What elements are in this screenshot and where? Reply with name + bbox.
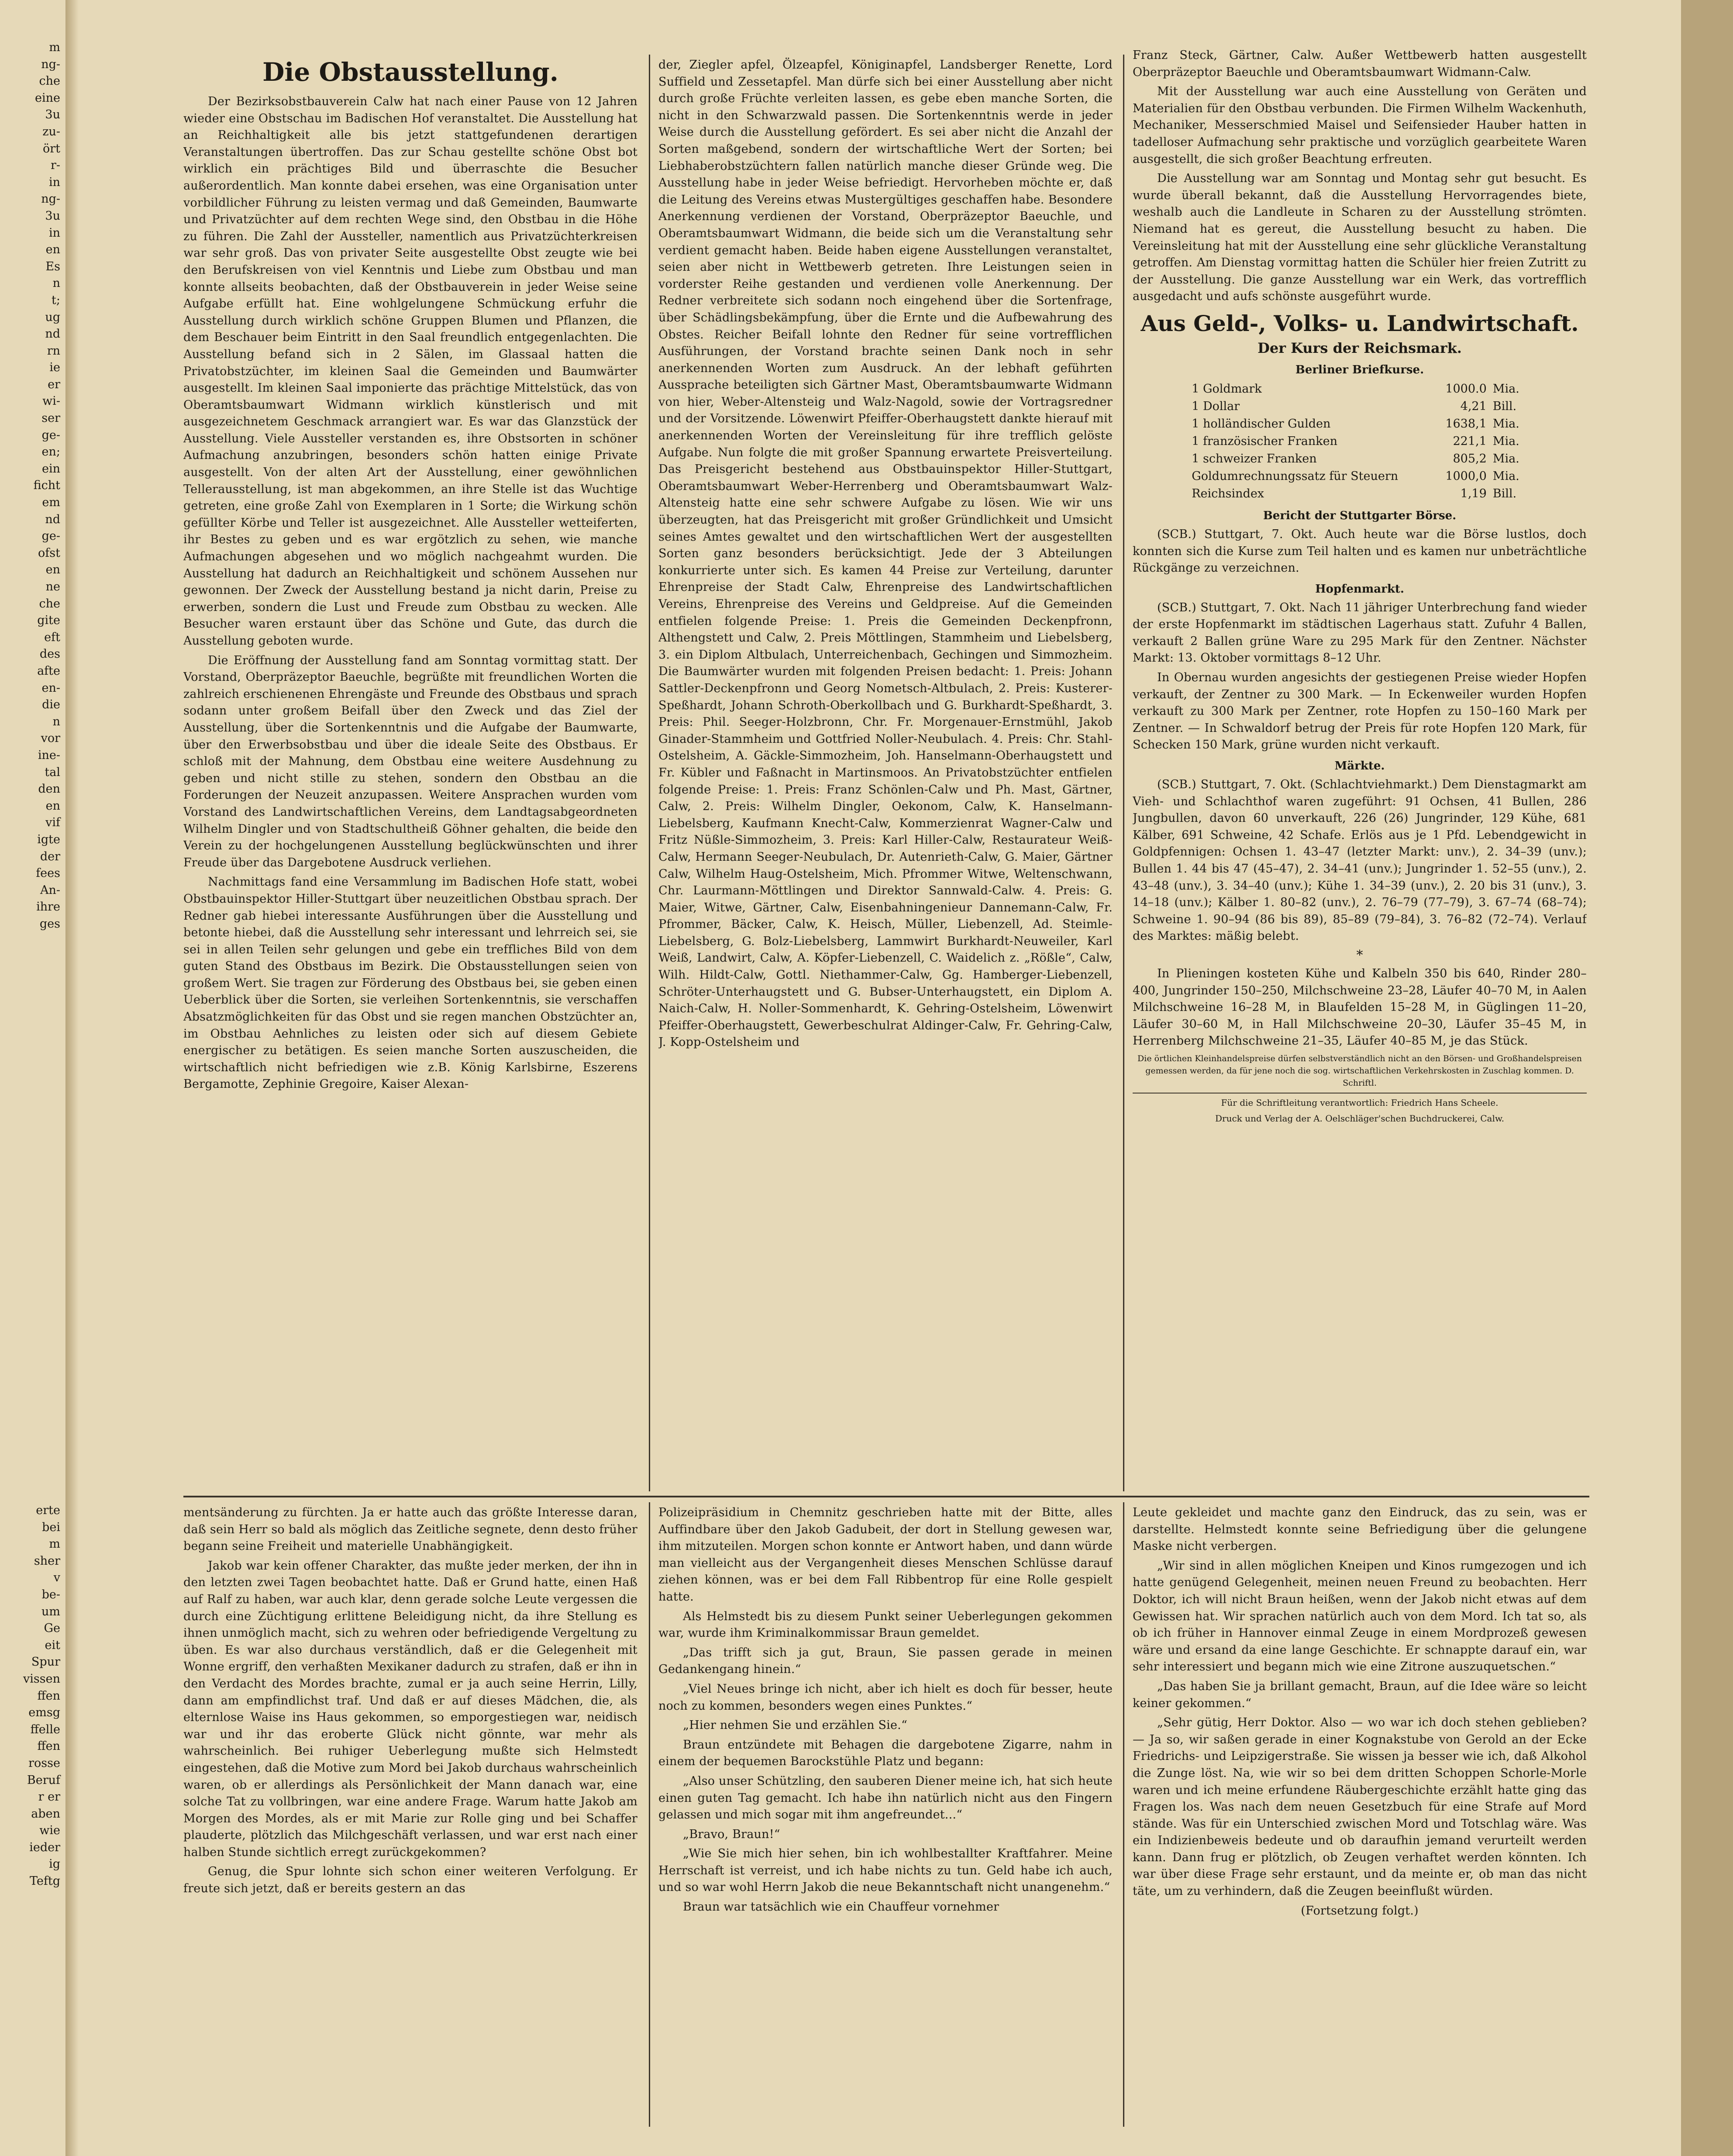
adjacent-page-line: in [48,175,60,189]
serial-paragraph: „Viel Neues bringe ich nicht, aber ich hielt es doch für besser, heute noch zu kommen, besonders wegen eines Punktes.“ [658,1682,1113,1713]
exchange-rate-row [1192,380,1528,398]
adjacent-page-line: t; [52,293,60,307]
serial-paragraph: „Bravo, Braun!“ [683,1827,780,1841]
rate-value: 4,21 [1460,399,1487,413]
article-paragraph: Franz Steck, Gärtner, Calw. Außer Wettbewerb hatten ausgestellt Oberpräzeptor Baeuchle und Oberamtsbaumwart Widmann-Calw. [1133,48,1587,79]
article-title: Die Obstausstellung. [262,57,558,87]
adjacent-page-line: ug [45,310,60,324]
serial-column-1 [183,1504,637,2129]
adjacent-page-line: nd [45,512,60,526]
adjacent-page-line: vissen [23,1672,60,1686]
adjacent-page-line: vif [45,816,60,830]
adjacent-page-line: um [41,1604,60,1618]
rate-unit: Mia. [1492,417,1519,431]
article-paragraph: Die Eröffnung der Ausstellung fand am Sonntag vormittag statt. Der Vorstand, Oberpräzeptor Baeuchle, begrüßte mit freundlichen Worten die zahlreich erschienenen Ehrengäste und Freunde des Obstbaus und sprach sodann unter großem Beifall über den Zweck und das Ziel der Ausstellung, über die Sortenkenntnis und die Aufgabe der Baumwarte, über den Erwerbsobstbau und über die ideale Seite des Obstbaus. Er schloß mit der Mahnung, dem Obstbau eine weitere Ausdehnung zu geben und nicht stille zu stehen, sondern den Obstbau an die Forderungen der Neuzeit anzupassen. Weitere Ansprachen wurden vom Vorstand des Landwirtschaftlichen Vereins, dem Landtagsabgeordneten Wilhelm Dingler und von Stadtschultheiß Göhner gehalten, die beide den Verein zu der hochgelungenen Ausstellung beglückwünschten und ihrer Freude über das Dargebotene Ausdruck verliehen. [183,653,637,869]
column-rule-4 [1123,1502,1124,2127]
rate-label: 1 französischer Franken [1192,434,1338,448]
column-obstausstellung [183,57,637,1494]
rate-unit: Mia. [1492,469,1519,483]
adjacent-page-line: ficht [33,479,60,493]
exchange-rate-row [1192,433,1528,450]
rate-unit: Mia. [1492,452,1519,466]
adjacent-page-line: erte [36,1504,60,1517]
adjacent-page-line: vor [41,731,60,745]
adjacent-page-line: rosse [28,1756,60,1770]
maerkte-title: Märkte. [1334,759,1385,773]
adjacent-page-line: en- [41,681,60,695]
serial-paragraph: „Hier nehmen Sie und erzählen Sie.“ [683,1718,907,1732]
adjacent-page-line: ein [41,462,60,476]
adjacent-page-line: v [53,1571,60,1585]
exchange-rate-row [1192,415,1528,433]
adjacent-page-line: che [39,74,60,88]
serial-paragraph: Jakob war kein offener Charakter, das mußte jeder merken, der ihn in den letzten zwei Tagen beobachtet hatte. Daß er Grund hatte, einen Haß auf Ralf zu haben, war auch klar, denn gerade solche Leute vergessen die durch eine Züchtigung erlittene Beleidigung nicht, da ihre Stellung es ihnen unmöglich macht, sich zu wehren oder befriedigende Vergeltung zu üben. Es war also durchaus verständlich, daß er die Gelegenheit mit Wonne ergriff, den verhaßten Mexikaner dadurch zu strafen, daß er ihn in den Verdacht des Mordes brachte, zumal er ja auch seine Herrin, Lilly, dann am empfindlichst traf. Und daß er auf dieses Mädchen, die, als elternlose Waise ins Haus gekommen, so emporgestiegen war, neidisch war und ihr das eroberte Glück nicht gönnte, war mehr als wahrscheinlich. Bei ruhiger Ueberlegung mußte sich Helmstedt eingestehen, daß die Motive zum Mord bei Jakob durchaus wahrscheinlich waren, ob er allerdings als Persönlichkeit der Mann danach war, eine solche Tat zu vollbringen, war eine andere Frage. Warum hatte Jakob am Morgen des Mordes, als er mit Marie zur Rolle ging und bei Schaffer plauderte, plötzlich das Milchgeschäft verlassen, und war erst nach einer halben Stunde sichtlich erregt zurückgekommen? [183,1559,637,1859]
adjacent-page-line: ofst [38,546,60,560]
adjacent-page-line: ng- [41,57,60,71]
adjacent-page-line: igte [37,832,60,846]
rate-unit: Bill. [1492,399,1517,413]
adjacent-page-line: ges [39,917,60,931]
adjacent-page-line: en; [41,445,60,459]
boerse-text: (SCB.) Stuttgart, 7. Okt. Auch heute war die Börse lustlos, doch konnten sich die Kurse zum Teil halten und es kamen nur unbeträchtliche Rückgänge zu verzeichnen. [1133,527,1587,575]
serial-paragraph: „Das haben Sie ja brillant gemacht, Braun, auf die Idee wäre so leicht keiner gekommen.“ [1133,1679,1587,1710]
adjacent-page-lines-bottom [0,1502,60,1890]
adjacent-page-line: ihre [36,900,60,914]
rate-value: 1000.0 [1445,382,1487,396]
adjacent-page-lines-top [0,39,60,932]
exchange-rate-row [1192,468,1528,485]
article-paragraph: Mit der Ausstellung war auch eine Ausstellung von Geräten und Materialien für den Obstbau verbunden. Die Firmen Wilhelm Wackenhuth, Mechaniker, Messerschmied Maisel und Seifensieder Hauber hatten in tadelloser Aufmachung sehr praktische und vorzüglich gearbeitete Waren ausgestellt, die sich großer Beachtung erfreuten. [1133,85,1587,166]
adjacent-page-line: ng- [41,192,60,206]
rate-value: 1000,0 [1445,469,1487,483]
adjacent-page-line: m [49,1537,60,1551]
vieh-text: In Plieningen kosteten Kühe und Kalbeln 350 bis 640, Rinder 280–400, Jungrinder 150–250, Milchschweine 23–28, Läufer 40–70 M, in Aalen Milchschweine 16–28 M, in Blaufelden 15–28 M, in Güglingen 11–20, Läufer 30–60 M, in Hall Milchschweine 20–30, Läufer 35–45 M, in Herrenberg Milchschweine 21–35, Läufer 40–85 M, je das Stück. [1133,966,1587,1048]
adjacent-page-line: be- [41,1587,60,1601]
imprint-printer: Druck und Verlag der A. Oelschläger'schen Buchdruckerei, Calw. [1215,1113,1504,1124]
adjacent-page-line: eine [35,91,60,105]
serial-paragraph: mentsänderung zu fürchten. Ja er hatte auch das größte Interesse daran, daß sein Herr so bald als möglich das Zeitliche segnete, denn desto früher begann seine Freiheit und materielle Unabhängigkeit. [183,1506,637,1553]
exchange-rate-row [1192,485,1528,503]
article-paragraph: der, Ziegler apfel, Ölzeapfel, Königinapfel, Landsberger Renette, Lord Suffield und Zessetapfel. Man dürfe sich bei einer Ausstellung aber nicht durch große Früchte verleiten lassen, es gebe eben manche Sorten, die nicht in den Schwarzwald passen. Die Sortenkenntnis werde in jeder Weise durch die Ausstellung gefördert. Es sei aber nicht die Anzahl der Sorten maßgebend, sondern der wirtschaftliche Wert der Sorten; bei Liebhaberobstzüchtern fallen natürlich manche dieser Gründe weg. Die Ausstellung habe in jeder Weise befriedigt. Hervorheben möchte er, daß die Leitung des Vereins etwas Mustergültiges geschaffen habe. Besondere Anerkennung verdienen der Vorstand, Oberpräzeptor Baeuchle, und Oberamtsbaumwart Widmann, die beide sich um die Veranstaltung sehr verdient gemacht haben. Beide haben eigene Ausstellungen veranstaltet, seien aber nicht in Wettbewerb getreten. Ihre Leistungen seien in vorderster Reihe gestanden und verdienen volle Anerkennung. Der Redner verbreitete sich sodann noch eingehend über die Sortenfrage, über Schädlingsbekämpfung, über die Ernte und die Aufbewahrung des Obstes. Reicher Beifall lohnte den Redner für seine vortrefflichen Ausführungen, der Vorstand brachte seinen Dank noch in sehr anerkennenden Worten zum Ausdruck. An der lebhaft geführten Aussprache beteiligten sich Gärtner Mast, Oberamtsbaumwarte Widmann von hier, Weber-Altensteig und Walz-Nagold, sowie der Vortragsredner und der Vorsitzende. Löwenwirt Pfeiffer-Oberhaugstett dankte hierauf mit anerkennenden Worten der Vereinsleitung für ihre trefflich gelöste Aufgabe. Nun folgte die mit großer Spannung erwartete Preisverteilung. Das Preisgericht bestehend aus Obstbauinspektor Hiller-Stuttgart, Oberamtsbaumwart Weber-Herrenberg und Oberamtsbaumwart Walz-Altensteig hatte eine sehr schwere Aufgabe zu lösen. Wie wir uns überzeugten, hat das Preisgericht mit großer Gründlichkeit und Umsicht seines Amtes gewaltet und den wirtschaftlichen Wert der ausgestellten Sorten ganz besonders berücksichtigt. Jede der 3 Abteilungen konkurrierte unter sich. Es kamen 44 Preise zur Verteilung, darunter Ehrenpreise der Stadt Calw, Ehrenpreise des Landwirtschaftlichen Vereins, Ehrenpreise des Vereins und Geldpreise. Auf die Gemeinden entfielen folgende Preise: 1. Preis die Gemeinden Deckenpfronn, Althengstett und Calw, 2. Preis Möttlingen, Stammheim und Liebelsberg, 3. ein Diplom Altbulach, Unterreichenbach, Gechingen und Simmozheim. Die Baumwärter wurden mit folgenden Preisen bedacht: 1. Preis: Johann Sattler-Deckenpfronn und Georg Nometsch-Altbulach, 2. Preis: Kusterer-Speßhardt, Johann Schroth-Oberkollbach und G. Burkhardt-Speßhardt, 3. Preis: Phil. Seeger-Holzbronn, Chr. Fr. Morgenauer-Ernstmühl, Jakob Ginader-Stammheim und Gottfried Noller-Neubulach. 4. Preis: Chr. Stahl-Ostelsheim, A. Gäckle-Simmozheim, Joh. Hanselmann-Oberhaugstett und Fr. Kübler und Faßnacht in Martinsmoos. An Privatobstzüchter entfielen folgende Preise: 1. Preis: Franz Schönlen-Calw und Ph. Mast, Gärtner, Calw, 2. Preis: Wilhelm Dingler, Oekonom, Calw, K. Hanselmann-Liebelsberg, Kaufmann Knecht-Calw, Kommerzienrat Wagner-Calw und Fritz Nüßle-Simmozheim, 3. Preis: Karl Hiller-Calw, Restaurateur Weiß-Calw, Hermann Seeger-Neubulach, Dr. Autenrieth-Calw, G. Maier, Gärtner Calw, Wilhelm Haug-Ostelsheim, Mich. Pfrommer Witwe, Weltenschwann, Chr. Laurmann-Möttlingen und Direktor Sannwald-Calw. 4. Preis: G. Maier, Witwe, Gärtner, Calw, Eisenbahningenieur Dannemann-Calw, Fr. Pfrommer, Bäcker, Calw, K. Heisch, Müller, Liebenzell, Ad. Steimle-Liebelsberg, G. Bolz-Liebelsberg, Lammwirt Burkhardt-Neuweiler, Karl Weiß, Landwirt, Calw, A. Köpfer-Liebenzell, C. Waidelich z. „Rößle“, Calw, Wilh. Hildt-Calw, Gottl. Niethammer-Calw, Gg. Hamberger-Liebenzell, Schröter-Unterhaugstett und G. Bubser-Unterhaugstett, ein Diplom A. Naich-Calw, H. Noller-Sommenhardt, K. Gehring-Ostelsheim, Löwenwirt Pfeiffer-Oberhaugstett, Gewerbeschulrat Aldinger-Calw, Fr. Gehring-Calw, J. Kopp-Ostelsheim und [658,58,1113,1049]
adjacent-page-line: eit [45,1638,60,1652]
column-economy [1133,47,1587,1493]
hopfen-paragraph: (SCB.) Stuttgart, 7. Okt. Nach 11 jähriger Unterbrechung fand wieder der erste Hopfenmarkt im städtischen Lagerhaus statt. Zufuhr 4 Ballen, verkauft 2 Ballen grüne Ware zu 295 Mark für den Zentner. Nächster Markt: 13. Oktober vormittags 8–12 Uhr. [1133,600,1587,665]
adjacent-page-line: ine- [38,748,60,762]
rate-value: 1638,1 [1445,417,1487,431]
adjacent-page-line: fees [36,866,60,880]
section-heading: Aus Geld-, Volks- u. Landwirtschaft. [1140,310,1579,336]
adjacent-page-line: che [39,597,60,611]
rate-value: 221,1 [1453,434,1487,448]
adjacent-page-line: rn [47,344,60,358]
serial-column-3 [1133,1504,1587,2129]
maerkte-text: (SCB.) Stuttgart, 7. Okt. (Schlachtviehmarkt.) Dem Dienstagmarkt am Vieh- und Schlachthof waren zugeführt: 91 Ochsen, 41 Bullen, 286 Jungbullen, davon 60 unverkauft, 226 (26) Jungrinder, 129 Kühe, 681 Kälber, 691 Schweine, 42 Schafe. Erlös aus je 1 Pfd. Lebendgewicht in Goldpfennigen: Ochsen 1. 43–47 (letzter Markt: unv.), 2. 34–39 (unv.); Bullen 1. 44 bis 47 (45–47), 2. 34–41 (unv.); Jungrinder 1. 52–55 (unv.), 2. 43–48 (unv.), 3. 34–40 (unv.); Kühe 1. 34–39 (unv.), 2. 20 bis 31 (unv.), 3. 14–18 (unv.); Kälber 1. 80–82 (unv.), 2. 76–79 (77–79), 3. 67–74 (68–74); Schweine 1. 90–94 (86 bis 89), 85–89 (79–84), 3. 76–82 (72–74). Verlauf des Marktes: mäßig belebt. [1133,778,1587,943]
adjacent-page-line: en [45,243,60,257]
serial-paragraph: „Wie Sie mich hier sehen, bin ich wohlbestallter Kraftfahrer. Meine Herrschaft ist verreist, und ich habe nichts zu tun. Geld habe ich auch, und so war wohl Herrn Jakob die neue Bekanntschaft nicht unangenehm.“ [658,1847,1113,1894]
article-paragraph: Nachmittags fand eine Versammlung im Badischen Hofe statt, wobei Obstbauinspektor Hiller-Stuttgart über neuzeitlichen Obstbau sprach. Der Redner gab hiebei interessante Ausführungen über die Ausstellung und betonte hiebei, daß die Ausstellung sehr interessant und lehrreich sei, sie sei in allen Teilen sehr gelungen und gebe ein treffliches Bild von dem guten Stand des Obstbaus im Bezirk. Die Obstausstellungen seien von großem Wert. Sie tragen zur Förderung des Obstbaus bei, sie geben einen Ueberblick über die Sorten, sie verleihen Sortenkenntnis, sie verschaffen Absatzmöglichkeiten für das Obst und sie regen manchen Obstzüchter an, im Obstbau Aehnliches zu leisten oder sich auf diesem Gebiete energischer zu betätigen. Es seien manche Sorten auszuscheiden, die wirtschaftlich nicht befriedigen wie z.B. König Karlsbirne, Eszerens Bergamotte, Zephinie Gregoire, Kaiser Alexan- [183,875,637,1091]
adjacent-page-line: die [42,698,60,712]
exchange-rate-row [1192,398,1528,415]
column-rule-2 [1123,55,1124,1491]
section-subheading: Der Kurs der Reichsmark. [1258,339,1462,356]
serial-paragraph: Braun entzündete mit Behagen die dargebotene Zigarre, nahm in einem der bequemen Barockstühle Platz und begann: [658,1738,1113,1769]
adjacent-page-line: er [48,377,60,391]
adjacent-page-line: An- [40,883,60,897]
adjacent-page-line: Beruf [27,1773,60,1787]
adjacent-page-line: Ge [44,1621,60,1635]
footnote: Die örtlichen Kleinhandelspreise dürfen selbstverständlich nicht an den Börsen- und Großhandelspreisen gemessen werden, da für jene noch die sog. wirtschaftlichen Verkehrskosten in Zuschlag kommen. D. Schriftl. [1137,1053,1582,1088]
adjacent-page-line: des [39,647,60,661]
adjacent-page-line: sher [34,1554,60,1568]
column-rule-1 [649,55,650,1491]
section-divider [183,1496,1589,1497]
column-rule-3 [649,1502,650,2127]
adjacent-page-line: wi- [42,394,60,408]
rate-label: 1 schweizer Franken [1192,452,1317,466]
adjacent-page-line: ser [41,411,60,425]
adjacent-page-line: Spur [31,1655,60,1669]
adjacent-page-fragment [0,0,65,2156]
article-paragraph: Die Ausstellung war am Sonntag und Montag sehr gut besucht. Es wurde überall bekannt, daß die Ausstellung Hervorragendes biete, weshalb auch die Landleute in Scharen zu der Ausstellung strömten. Niemand hat es gereut, die Ausstellung besucht zu haben. Die Vereinsleitung hat mit der Ausstellung eine sehr glückliche Veranstaltung getroffen. Am Dienstag vormittag hatten die Schüler hier freien Zutritt zu der Ausstellung. Die ganze Ausstellung war ein Werk, das vortrefflich ausgedacht und aufs schönste ausgeführt wurde. [1133,172,1587,304]
page-fold-shadow [65,0,79,2156]
adjacent-page-line: Teftg [29,1874,60,1888]
adjacent-page-line: wie [39,1824,60,1838]
adjacent-page-line: n [52,714,60,728]
adjacent-page-line: ie [49,361,60,375]
adjacent-page-line: emsg [28,1706,60,1720]
adjacent-page-line: den [38,782,60,796]
continuation-note: (Fortsetzung folgt.) [1301,1904,1419,1918]
rate-label: 1 Goldmark [1192,382,1262,396]
rate-unit: Mia. [1492,434,1519,448]
adjacent-page-line: zu- [42,124,60,138]
adjacent-page-line: ieder [29,1840,60,1854]
adjacent-page-line: r er [38,1790,60,1804]
adjacent-page-line: ffelle [30,1722,60,1736]
adjacent-page-line: en [45,563,60,577]
boerse-title: Bericht der Stuttgarter Börse. [1263,509,1457,522]
adjacent-page-line: bei [42,1520,60,1534]
adjacent-page-line: n [52,276,60,290]
serial-paragraph: „Das trifft sich ja gut, Braun, Sie passen gerade in meinen Gedankengang hinein.“ [658,1645,1113,1677]
adjacent-page-line: in [48,226,60,240]
adjacent-page-line: nd [45,327,60,341]
serial-paragraph: Braun war tatsächlich wie ein Chauffeur vornehmer [683,1900,999,1914]
serial-paragraph: Genug, die Spur lohnte sich schon einer weiteren Verfolgung. Er freute sich jetzt, daß er bereits gestern an das [183,1865,637,1896]
adjacent-page-line: afte [37,664,60,678]
column-obstausstellung-continued [658,57,1113,1494]
rate-label: Reichsindex [1192,486,1264,500]
rate-value: 805,2 [1453,452,1487,466]
adjacent-page-line: ffen [37,1689,60,1703]
rate-unit: Bill. [1492,486,1517,500]
adjacent-page-line: ört [42,141,60,155]
adjacent-page-line: der [40,849,60,863]
adjacent-page-line: ge- [41,428,60,442]
adjacent-page-line: ig [49,1857,60,1871]
adjacent-page-line: 3u [45,209,60,223]
rate-label: Goldumrechnungssatz für Steuern [1192,469,1399,483]
adjacent-page-line: em [42,496,60,510]
rate-value: 1,19 [1460,486,1487,500]
adjacent-page-line: r- [50,159,60,172]
adjacent-page-line: ge- [41,529,60,543]
exchange-rate-table [1192,380,1528,503]
page-edge [1681,0,1733,2156]
rate-unit: Mia. [1492,382,1519,396]
serial-paragraph: „Wir sind in allen möglichen Kneipen und Kinos rumgezogen und ich hatte genügend Gelegenheit, meinen neuen Freund zu beobachten. Herr Doktor, ich will nicht Braun heißen, wenn der Jakob nicht etwas auf dem Gewissen hat. Wir sprachen natürlich auch von dem Mord. Ich tat so, als ob ich früher in Hannover einmal Zeuge in einem Mordprozeß gewesen wäre und ersand da eine lange Geschichte. Er schnappte darauf ein, war sehr interessiert und begann mich wie eine Zitrone auszuquetschen.“ [1133,1559,1587,1674]
adjacent-page-line: eft [44,630,60,644]
serial-paragraph: Polizeipräsidium in Chemnitz geschrieben hatte mit der Bitte, alles Auffindbare über den Jakob Gadubeit, der dort in Stellung gewesen war, ihm mitzuteilen. Morgen schon konnte er Antwort haben, und dann würde man vielleicht aus der Vergangenheit dieses Menschen Schlüsse darauf ziehen können, was er bei dem Fall Ribbentrop für eine Rolle gespielt hatte. [658,1506,1113,1604]
rates-source: Berliner Briefkurse. [1295,363,1424,376]
serial-paragraph: Leute gekleidet und machte ganz den Eindruck, das zu sein, was er darstellte. Helmstedt konnte seine Befriedigung über die gelungene Maske nicht verbergen. [1133,1506,1587,1553]
exchange-rate-row [1192,450,1528,468]
adjacent-page-line: en [45,799,60,813]
adjacent-page-line: gite [37,614,60,628]
serial-column-2 [658,1504,1113,2129]
rate-label: 1 Dollar [1192,399,1240,413]
adjacent-page-line: aben [31,1807,60,1821]
adjacent-page-line: m [49,41,60,54]
rate-label: 1 holländischer Gulden [1192,417,1331,431]
hopfen-paragraph: In Obernau wurden angesichts der gestiegenen Preise wieder Hopfen verkauft, der Zentner zu 300 Mark. — In Eckenweiler wurden Hopfen verkauft zu 300 Mark per Zentner, rote Hopfen zu 150–160 Mark per Zentner. — In Schwaldorf betrug der Preis für rote Hopfen 120 Mark, für Schecken 150 Mark, grüne wurden nicht verkauft. [1133,671,1587,752]
adjacent-page-line: ffen [37,1739,60,1753]
article-paragraph: Der Bezirksobstbauverein Calw hat nach einer Pause von 12 Jahren wieder eine Obstschau im Badischen Hof veranstaltet. Die Ausstellung hat an Reichhaltigkeit alle bis jetzt stattgefundenen derartigen Veranstaltungen übertroffen. Das zur Schau gestellte schöne Obst bot wirklich ein prächtiges Bild und überraschte die Besucher außerordentlich. Man konnte dabei ersehen, was eine Organisation unter vorbildlicher Führung zu leisten vermag und daß Gemeinden, Baumwarte und Privatzüchter auf dem rechten Wege sind, den Obstbau in die Höhe zu führen. Die Zahl der Aussteller, namentlich aus Privatzüchterkreisen war sehr groß. Das von privater Seite ausgestellte Obst zeugte wie bei den Berufskreisen von viel Kenntnis und Liebe zum Obstbau und man konnte allseits beobachten, daß der Obstbauverein in jeder Weise seine Aufgabe erfüllt hat. Eine wohlgelungene Schmückung erfuhr die Ausstellung durch wirklich schöne Gruppen Blumen und Pflanzen, die dem Beschauer beim Eintritt in den Saal freundlich entgegenlachten. Die Ausstellung befand sich in 2 Sälen, im Glassaal hatten die Privatobstzüchter, im kleinen Saal die Gemeinden und Baumwärter ausgestellt. Im kleinen Saal imponierte das prächtige Mittelstück, das von Oberamtsbaumwart Widmann wirklich künstlerisch und mit ausgezeichnetem Geschmack arrangiert war. Es war das Glanzstück der Ausstellung. Viele Aussteller verstanden es, ihre Obstsorten in schöner Aufmachung anzubringen, besonders schön hatten einige Private ausgestellt. Von der alten Art der Ausstellung, einer gewöhnlichen Tellerausstellung, ist man abgekommen, an ihre Stelle ist das Wuchtige getreten, eine große Zahl von Exemplaren in 1 Sorte; die Wirkung schön gefüllter Körbe und Teller ist ausgezeichnet. Alle Aussteller wetteiferten, ihr Bestes zu geben und es war ergötzlich zu sehen, wie manche Aufmachungen abgesehen und wo möglich nachgeahmt wurden. Die Ausstellung hat dadurch an Reichhaltigkeit und schönem Aussehen nur gewonnen. Der Zweck der Ausstellung bestand ja nicht darin, Preise zu erwerben, sondern die Lust und Freude zum Obstbau zu wecken. Alle Besucher waren erstaunt über das Schöne und Gute, das durch die Ausstellung geboten wurde. [183,95,637,648]
adjacent-page-line: ne [45,580,60,593]
adjacent-page-line: 3u [45,108,60,122]
serial-paragraph: „Sehr gütig, Herr Doktor. Also — wo war ich doch stehen geblieben? — Ja so, wir saßen gerade in einer Kognakstube von Gerold an der Ecke Friedrichs- und Leipzigerstraße. Sie wissen ja besser wie ich, daß Alkohol die Zunge löst. Na, wie wir so bei dem dritten Schoppen Schorle-Morle waren und ich meine erfundene Räubergeschichte erzählt hatte ging das Fragen los. Was nach dem neuen Gesetzbuch für eine Strafe auf Mord stände. Was für ein Unterschied zwischen Mord und Totschlag wäre. Was ein Indizienbeweis bedeute und ob daraufhin jemand verurteilt werden kann. Dann frug er plötzlich, ob Zeugen verhaftet werden könnten. Ich war über diese Frage sehr erstaunt, und da meinte er, ob man das nicht täte, um zu verhindern, daß die Zeugen beeinflußt würden. [1133,1716,1587,1898]
adjacent-page-line: tal [45,765,60,779]
serial-paragraph: Als Helmstedt bis zu diesem Punkt seiner Ueberlegungen gekommen war, wurde ihm Kriminalkommissar Braun gemeldet. [658,1609,1113,1640]
imprint-editor: Für die Schriftleitung verantwortlich: Friedrich Hans Scheele. [1221,1097,1499,1108]
adjacent-page-line: Es [45,259,60,273]
hopfen-title: Hopfenmarkt. [1315,582,1404,596]
separator-star: * [1356,947,1363,963]
serial-paragraph: „Also unser Schützling, den sauberen Diener meine ich, hat sich heute einen guten Tag gemacht. Ich habe ihn natürlich nicht aus den Fingern gelassen und mich sogar mit ihm angefreundet...“ [658,1774,1113,1822]
